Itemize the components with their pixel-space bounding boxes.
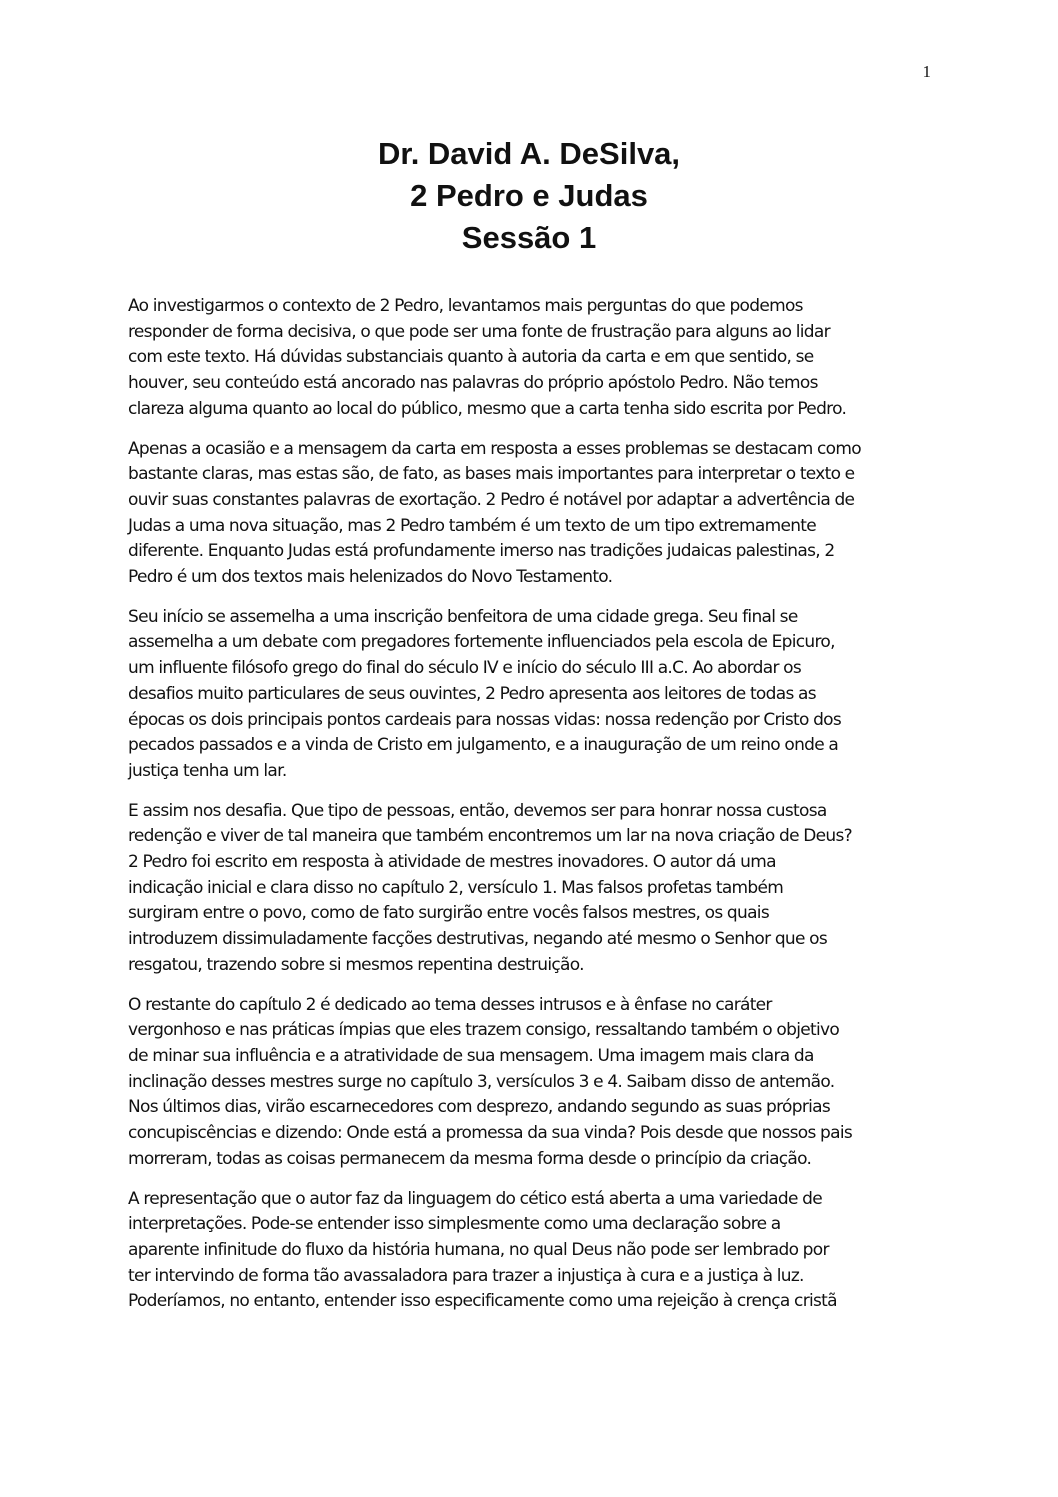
text-line: A representação que o autor faz da linguagem do cético está aberta a uma variedade de	[128, 1188, 822, 1209]
text-line: Ao investigarmos o contexto de 2 Pedro, levantamos mais perguntas do que podemos	[128, 296, 803, 316]
paragraph-5	[128, 993, 940, 1173]
text-line: clareza alguma quanto ao local do público, mesmo que a carta tenha sido escrita por Pedro.	[128, 398, 847, 419]
text-line: bastante claras, mas estas são, de fato, as bases mais importantes para interpretar o texto e	[128, 464, 855, 485]
text-line: responder de forma decisiva, o que pode ser uma fonte de frustração para alguns ao lidar	[128, 321, 830, 342]
text-line: Poderíamos, no entanto, entender isso especificamente como uma rejeição à crença cristã	[128, 1291, 837, 1312]
paragraph-2	[128, 437, 940, 591]
document-title	[0, 133, 1058, 259]
paragraph-6	[128, 1187, 940, 1316]
text-line: Seu início se assemelha a uma inscrição benfeitora de uma cidade grega. Seu final se	[128, 606, 798, 627]
text-line: concupiscências e dizendo: Onde está a promessa da sua vinda? Pois desde que nossos pais	[128, 1123, 853, 1144]
text-line: surgiram entre o povo, como de fato surgirão entre vocês falsos mestres, os quais	[128, 903, 769, 924]
text-line: ouvir suas constantes palavras de exortação. 2 Pedro é notável por adaptar a advertência de	[128, 489, 855, 510]
title-subject: 2 Pedro e Judas	[410, 178, 648, 213]
paragraph-1	[128, 294, 940, 423]
text-line: indicação inicial e clara disso no capítulo 2, versículo 1. Mas falsos profetas também	[128, 877, 784, 898]
text-line: com este texto. Há dúvidas substanciais quanto à autoria da carta e em que sentido, se	[128, 347, 814, 368]
text-line: aparente infinitude do fluxo da história humana, no qual Deus não pode ser lembrado por	[128, 1239, 829, 1260]
text-line: O restante do capítulo 2 é dedicado ao tema desses intrusos e à ênfase no caráter	[128, 994, 772, 1015]
text-line: redenção e viver de tal maneira que também encontremos um lar na nova criação de Deus?	[128, 826, 852, 847]
page-number: 1	[922, 62, 931, 81]
text-line: justiça tenha um lar.	[128, 760, 287, 781]
text-line: Apenas a ocasião e a mensagem da carta em resposta a esses problemas se destacam como	[128, 438, 861, 459]
text-line: Nos últimos dias, virão escarnecedores com desprezo, andando segundo as suas próprias	[128, 1097, 831, 1118]
text-line: um influente filósofo grego do final do século IV e início do século III a.C. Ao abordar os	[128, 658, 802, 679]
text-line: morreram, todas as coisas permanecem da mesma forma desde o princípio da criação.	[128, 1148, 812, 1169]
text-line: pecados passados e a vinda de Cristo em julgamento, e a inauguração de um reino onde a	[128, 735, 839, 756]
text-line: de minar sua influência e a atratividade de sua mensagem. Uma imagem mais clara da	[128, 1045, 814, 1066]
title-author: Dr. David A. DeSilva,	[377, 136, 681, 171]
text-line: ter intervindo de forma tão avassaladora para trazer a injustiça à cura e a justiça à luz.	[128, 1265, 804, 1286]
text-line: épocas os dois principais pontos cardeais para nossas vidas: nossa redenção por Cristo dos	[128, 709, 842, 730]
text-line: introduzem dissimuladamente facções destrutivas, negando até mesmo o Senhor que os	[128, 929, 828, 950]
text-line: 2 Pedro foi escrito em resposta à atividade de mestres inovadores. O autor dá uma	[128, 852, 776, 873]
text-line: inclinação desses mestres surge no capítulo 3, versículos 3 e 4. Saibam disso de antemão.	[128, 1071, 835, 1092]
text-line: E assim nos desafia. Que tipo de pessoas, então, devemos ser para honrar nossa custosa	[128, 800, 827, 821]
text-line: Judas a uma nova situação, mas 2 Pedro também é um texto de um tipo extremamente	[128, 515, 817, 536]
title-session: Sessão 1	[461, 220, 597, 255]
text-line: interpretações. Pode-se entender isso simplesmente como uma declaração sobre a	[128, 1214, 781, 1235]
paragraph-4	[128, 799, 940, 979]
paragraph-3	[128, 605, 940, 785]
text-line: vergonhoso e nas práticas ímpias que eles trazem consigo, ressaltando também o objetivo	[128, 1020, 840, 1041]
text-line: diferente. Enquanto Judas está profundamente imerso nas tradições judaicas palestinas, 2	[128, 541, 835, 562]
text-line: assemelha a um debate com pregadores fortemente influenciados pela escola de Epicuro,	[128, 632, 835, 653]
document-body	[128, 294, 940, 1329]
text-line: Pedro é um dos textos mais helenizados do Novo Testamento.	[128, 567, 613, 588]
text-line: resgatou, trazendo sobre si mesmos repentina destruição.	[128, 954, 584, 975]
text-line: desafios muito particulares de seus ouvintes, 2 Pedro apresenta aos leitores de todas as	[128, 683, 816, 704]
text-line: houver, seu conteúdo está ancorado nas palavras do próprio apóstolo Pedro. Não temos	[128, 373, 818, 394]
